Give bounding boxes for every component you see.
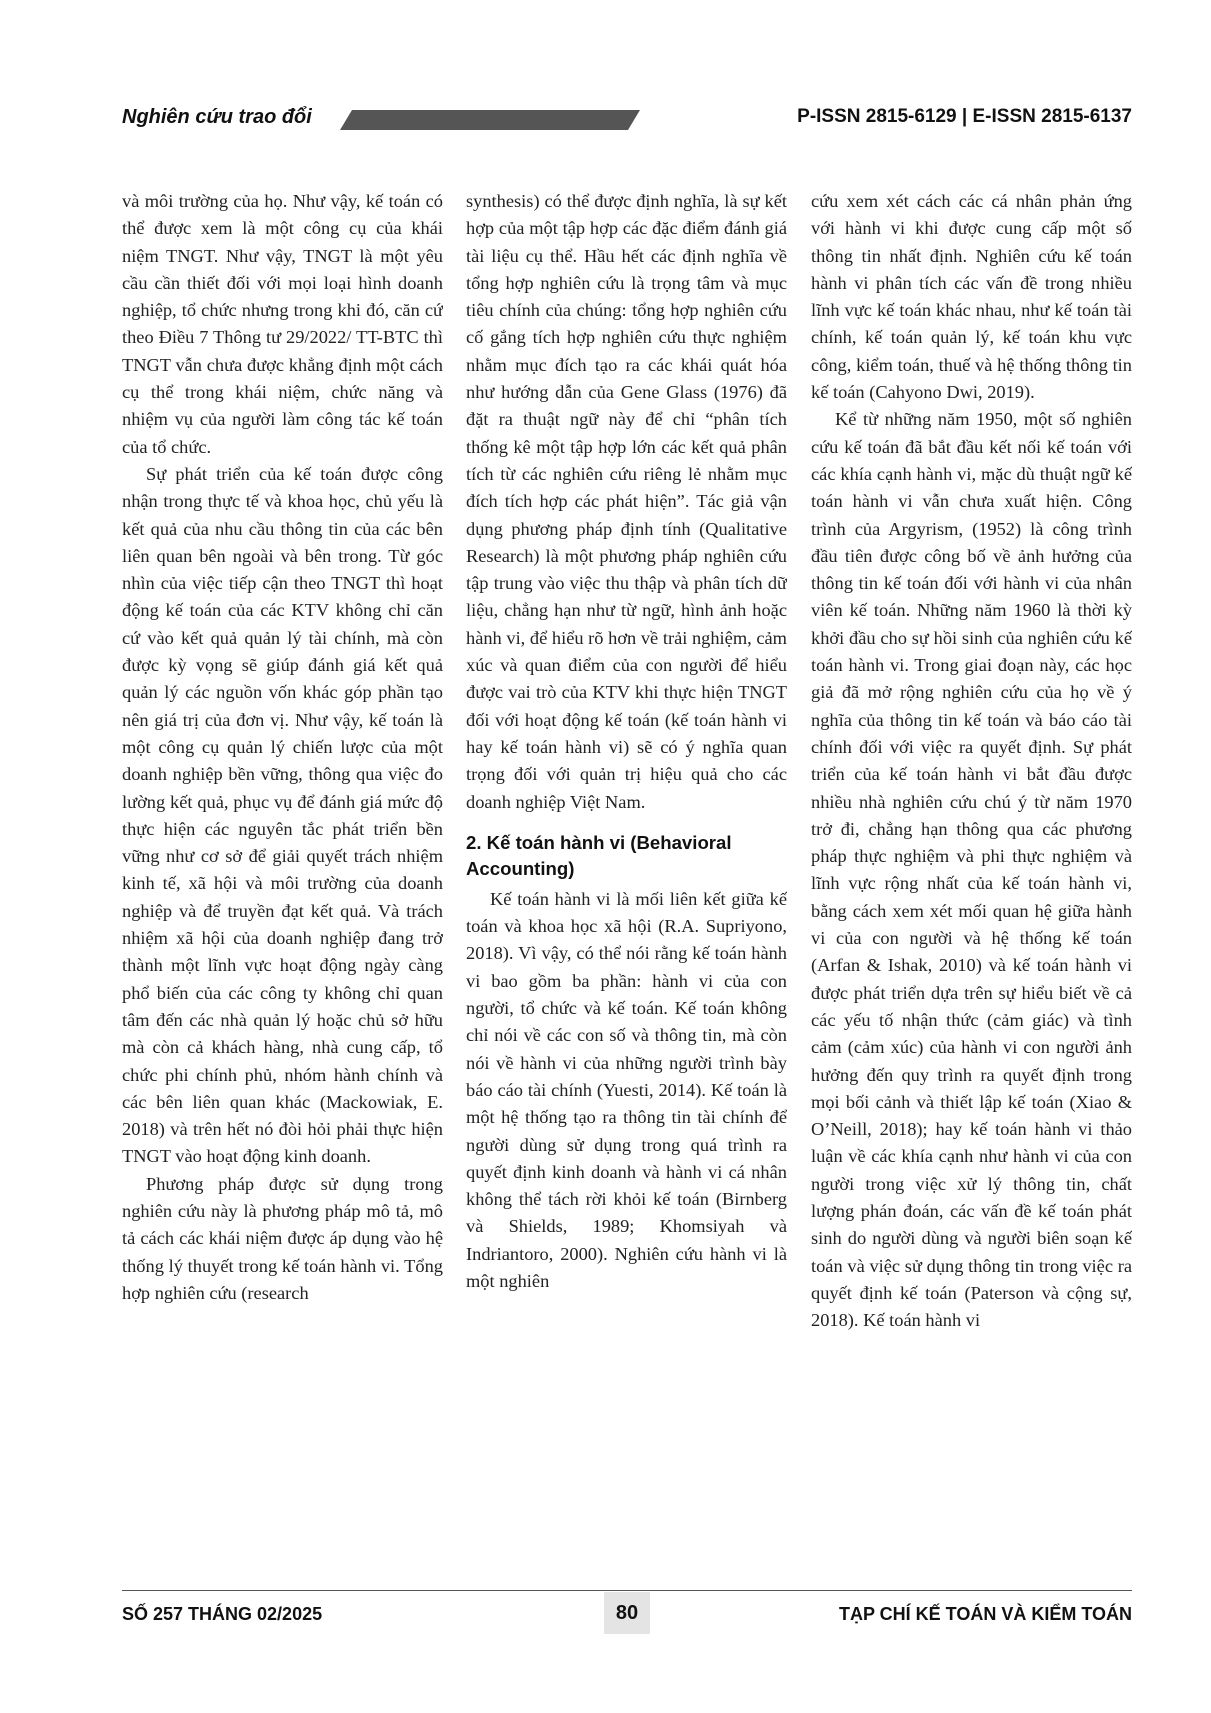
- section-label: Nghiên cứu trao đổi: [122, 106, 312, 128]
- paragraph: và môi trường của họ. Như vậy, kế toán có thể được xem là một công cụ của khái niệm TNGT. Như vậy, TNGT là một yêu cầu cần thiết đối với mọi loại hình doanh nghiệp, tổ chức nhưng trong khi đó, căn cứ theo Điều 7 Thông tư 29/2022/ TT-BTC thì TNGT vẫn chưa được khẳng định một cách cụ thể trong khái niệm, chức năng và nhiệm vụ của người làm công tác kế toán của tổ chức.: [122, 191, 443, 457]
- section-heading: 2. Kế toán hành vi (Behavioral Accounting): [466, 831, 732, 879]
- column-2: [466, 188, 787, 1578]
- article-body: [122, 188, 1132, 1578]
- footer-divider: [122, 1590, 1132, 1591]
- paragraph: Phương pháp được sử dụng trong nghiên cứu này là phương pháp mô tả, mô tả cách các khái niệm được áp dụng vào hệ thống lý thuyết trong kế toán hành vi. Tổng hợp nghiên cứu (research: [122, 1173, 443, 1303]
- header-decor-band: [340, 110, 640, 130]
- column-1: [122, 188, 443, 1578]
- page-header: [122, 102, 1132, 138]
- paragraph: Sự phát triển của kế toán được công nhận trong thực tế và khoa học, chủ yếu là kết quả của nhu cầu thông tin của các bên liên quan bên ngoài và bên trong. Từ góc nhìn của việc tiếp cận theo TNGT thì hoạt động kế toán của các KTV không chỉ căn cứ vào kết quả quản lý tài chính, mà còn được kỳ vọng sẽ giúp đánh giá kết quả quản lý các nguồn vốn khác góp phần tạo nên giá trị của đơn vị. Như vậy, kế toán là một công cụ quản lý chiến lược của một doanh nghiệp bền vững, thông qua việc đo lường kết quả, phục vụ để đánh giá mức độ thực hiện các nguyên tắc phát triển bền vững như cơ sở để giải quyết trách nhiệm kinh tế, xã hội và môi trường của doanh nghiệp và để truyền đạt kết quả. Và trách nhiệm xã hội của doanh nghiệp đang trở thành một lĩnh vực hoạt động ngày càng phổ biến của các công ty không chỉ quan tâm đến các nhà quản lý hoặc chủ sở hữu mà còn cả khách hàng, nhà cung cấp, tổ chức phi chính phủ, nhóm hành chính và các bên liên quan khác (Mackowiak, E. 2018) và trên hết nó đòi hỏi phải thực hiện TNGT vào hoạt động kinh doanh.: [122, 463, 443, 1167]
- journal-title: TẠP CHÍ KẾ TOÁN VÀ KIỂM TOÁN: [838, 1604, 1132, 1624]
- paragraph: Kể từ những năm 1950, một số nghiên cứu kế toán đã bắt đầu kết nối kế toán với các khía cạnh hành vi, mặc dù thuật ngữ kế toán hành vi vẫn chưa xuất hiện. Công trình của Argyrism, (1952) là công trình đầu tiên được công bố về ảnh hưởng của thông tin kế toán đối với hành vi của nhân viên kế toán. Những năm 1960 là thời kỳ khởi đầu cho sự hồi sinh của nghiên cứu kế toán hành vi. Trong giai đoạn này, các học giả đã mở rộng nghiên cứu của họ về ý nghĩa của thông tin kế toán và báo cáo tài chính đối với việc ra quyết định. Sự phát triển của kế toán hành vi bắt đầu được nhiều nhà nghiên cứu chú ý từ năm 1970 trở đi, chẳng hạn thông qua các phương pháp thực nghiệm và phi thực nghiệm và lĩnh vực rộng nhất của kế toán hành vi, bằng cách xem xét mối quan hệ giữa hành vi của con người và hệ thống kế toán (Arfan & Ishak, 2010) và kế toán hành vi được phát triển dựa trên sự hiểu biết về cả các yếu tố nhận thức (cảm giác) và tình cảm (cảm xúc) của hành vi con người ảnh hưởng đến quy trình ra quyết định trong mọi bối cảnh và thiết lập kế toán (Xiao & O’Neill, 2018); hay kế toán hành vi thảo luận về các khía cạnh như hành vi của con người trong việc xử lý thông tin, chất lượng phán đoán, các vấn đề kế toán phát sinh do người dùng và người biên soạn kế toán và việc sử dụng thông tin trong việc ra quyết định kế toán (Paterson và cộng sự, 2018). Kế toán hành vi: [811, 409, 1132, 1331]
- paragraph: Kế toán hành vi là mối liên kết giữa kế toán và khoa học xã hội (R.A. Supriyono, 2018). Vì vậy, có thể nói rằng kế toán hành vi bao gồm ba phần: hành vi của con người, tổ chức và kế toán. Kế toán không chỉ nói về các con số và thông tin, mà còn nói về hành vi của những người trình bày báo cáo tài chính (Yuesti, 2014). Kế toán là một hệ thống tạo ra thông tin tài chính để người dùng sử dụng trong quá trình ra quyết định kinh doanh và hành vi cá nhân không thể tách rời khỏi kế toán (Birnberg và Shields, 1989; Khomsiyah và Indriantoro, 2000). Nghiên cứu hành vi là một nghiên: [466, 888, 787, 1291]
- paragraph: cứu xem xét cách các cá nhân phản ứng với hành vi khi được cung cấp một số thông tin nhất định. Nghiên cứu kế toán hành vi phân tích các vấn đề trong nhiều lĩnh vực kế toán khác nhau, như kế toán tài chính, kế toán quản lý, kế toán khu vực công, kiểm toán, thuế và hệ thống thông tin kế toán (Cahyono Dwi, 2019).: [811, 191, 1132, 403]
- issn-label: P-ISSN 2815-6129 | E-ISSN 2815-6137: [797, 106, 1132, 127]
- page-number: 80: [604, 1592, 650, 1634]
- issue-label: SỐ 257 THÁNG 02/2025: [122, 1604, 323, 1624]
- paragraph: synthesis) có thể được định nghĩa, là sự kết hợp của một tập hợp các đặc điểm đánh giá tài liệu cụ thể. Hầu hết các định nghĩa về tổng hợp nghiên cứu là trọng tâm và mục tiêu chính của chúng: tổng hợp nghiên cứu cố gắng tích hợp nghiên cứu thực nghiệm nhằm mục đích tạo ra các khái quát hóa như hướng dẫn của Gene Glass (1976) đã đặt ra thuật ngữ này để chỉ “phân tích thống kê một tập hợp lớn các kết quả phân tích từ các nghiên cứu riêng lẻ nhằm mục đích tích hợp các phát hiện”. Tác giả vận dụng phương pháp định tính (Qualitative Research) là một phương pháp nghiên cứu tập trung vào việc thu thập và phân tích dữ liệu, chẳng hạn như từ ngữ, hình ảnh hoặc hành vi, để hiểu rõ hơn về trải nghiệm, cảm xúc và quan điểm của con người để hiểu được vai trò của KTV khi thực hiện TNGT đối với hoạt động kế toán (kế toán hành vi hay kế toán hành vi) sẽ có ý nghĩa quan trọng đối với quản trị hiệu quả cho các doanh nghiệp Việt Nam.: [466, 191, 787, 812]
- column-3: [811, 188, 1132, 1578]
